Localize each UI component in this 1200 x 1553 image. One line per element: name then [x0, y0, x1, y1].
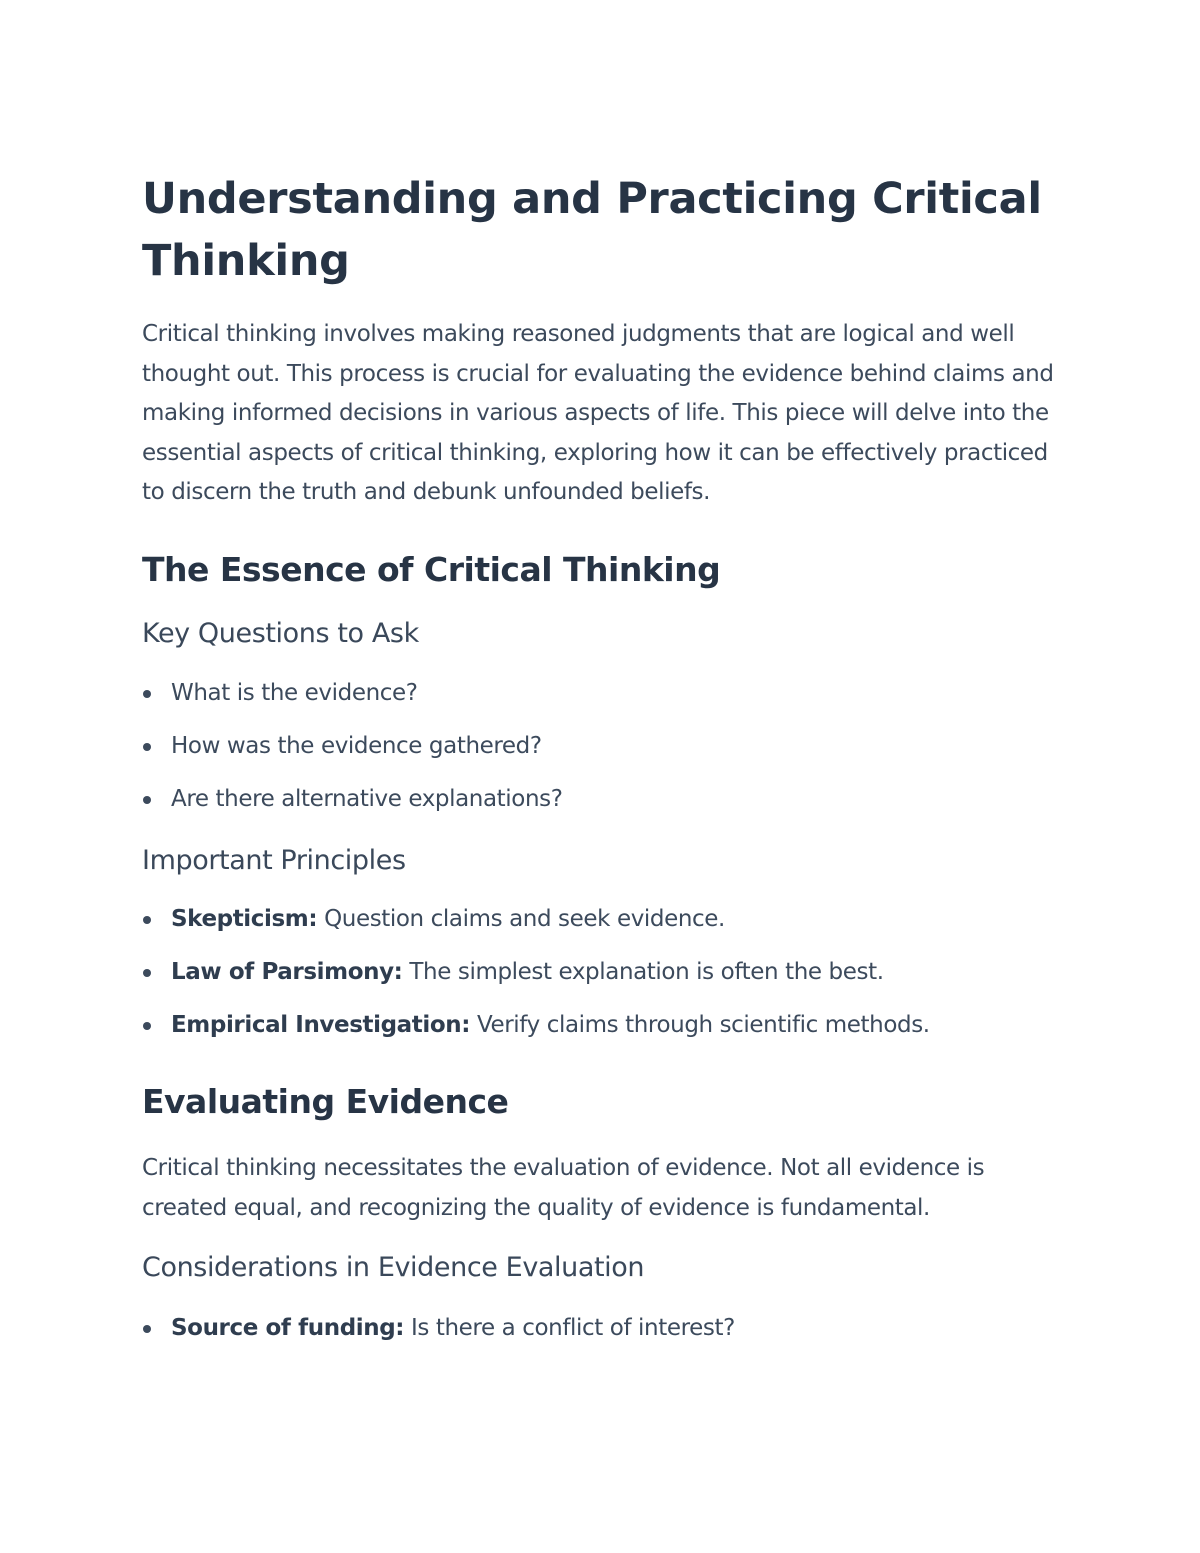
- bullet-icon: [143, 1325, 151, 1333]
- subheading-important-principles: Important Principles: [142, 844, 406, 876]
- section-heading-evaluating-evidence: Evaluating Evidence: [142, 1081, 509, 1121]
- evaluating-evidence-paragraph: Critical thinking necessitates the evaluation of evidence. Not all evidence is created equal, and recognizing the quality of evidence is fundamental.: [142, 1154, 985, 1221]
- principles-list: [142, 904, 1072, 1040]
- subheading-considerations: Considerations in Evidence Evaluation: [142, 1252, 645, 1284]
- page-title: Understanding and Practicing Critical Thinking: [142, 174, 1042, 286]
- term-label: Source of funding:: [171, 1315, 405, 1342]
- bullet-icon: [143, 690, 151, 698]
- key-questions-list: [142, 678, 1072, 814]
- bullet-icon: [143, 1022, 151, 1030]
- list-item: How was the evidence gathered?: [142, 731, 1072, 761]
- bullet-icon: [143, 969, 151, 977]
- term-label: Empirical Investigation:: [171, 1011, 471, 1038]
- considerations-list: [142, 1313, 1072, 1343]
- section-heading-essence: The Essence of Critical Thinking: [142, 549, 721, 589]
- list-item: Law of Parsimony: The simplest explanation is often the best.: [142, 957, 1072, 987]
- list-item: Are there alternative explanations?: [142, 784, 1072, 814]
- list-item: Skepticism: Question claims and seek evidence.: [142, 904, 1072, 934]
- intro-paragraph: Critical thinking involves making reasoned judgments that are logical and well thought out. This process is crucial for evaluating the evidence behind claims and making informed decisions in various aspects of life. This piece will delve into the essential aspects of critical thinking, exploring how it can be effectively practiced to discern the truth and debunk unfounded beliefs.: [142, 321, 1054, 506]
- term-label: Skepticism:: [171, 905, 318, 932]
- bullet-icon: [143, 743, 151, 751]
- bullet-icon: [143, 916, 151, 924]
- term-label: Law of Parsimony:: [171, 958, 403, 985]
- list-item: Empirical Investigation: Verify claims through scientific methods.: [142, 1010, 1072, 1040]
- document-page: [142, 168, 1072, 1343]
- list-item: What is the evidence?: [142, 678, 1072, 708]
- bullet-icon: [143, 796, 151, 804]
- subheading-key-questions: Key Questions to Ask: [142, 617, 419, 649]
- list-item: Source of funding: Is there a conflict of interest?: [142, 1313, 1072, 1343]
